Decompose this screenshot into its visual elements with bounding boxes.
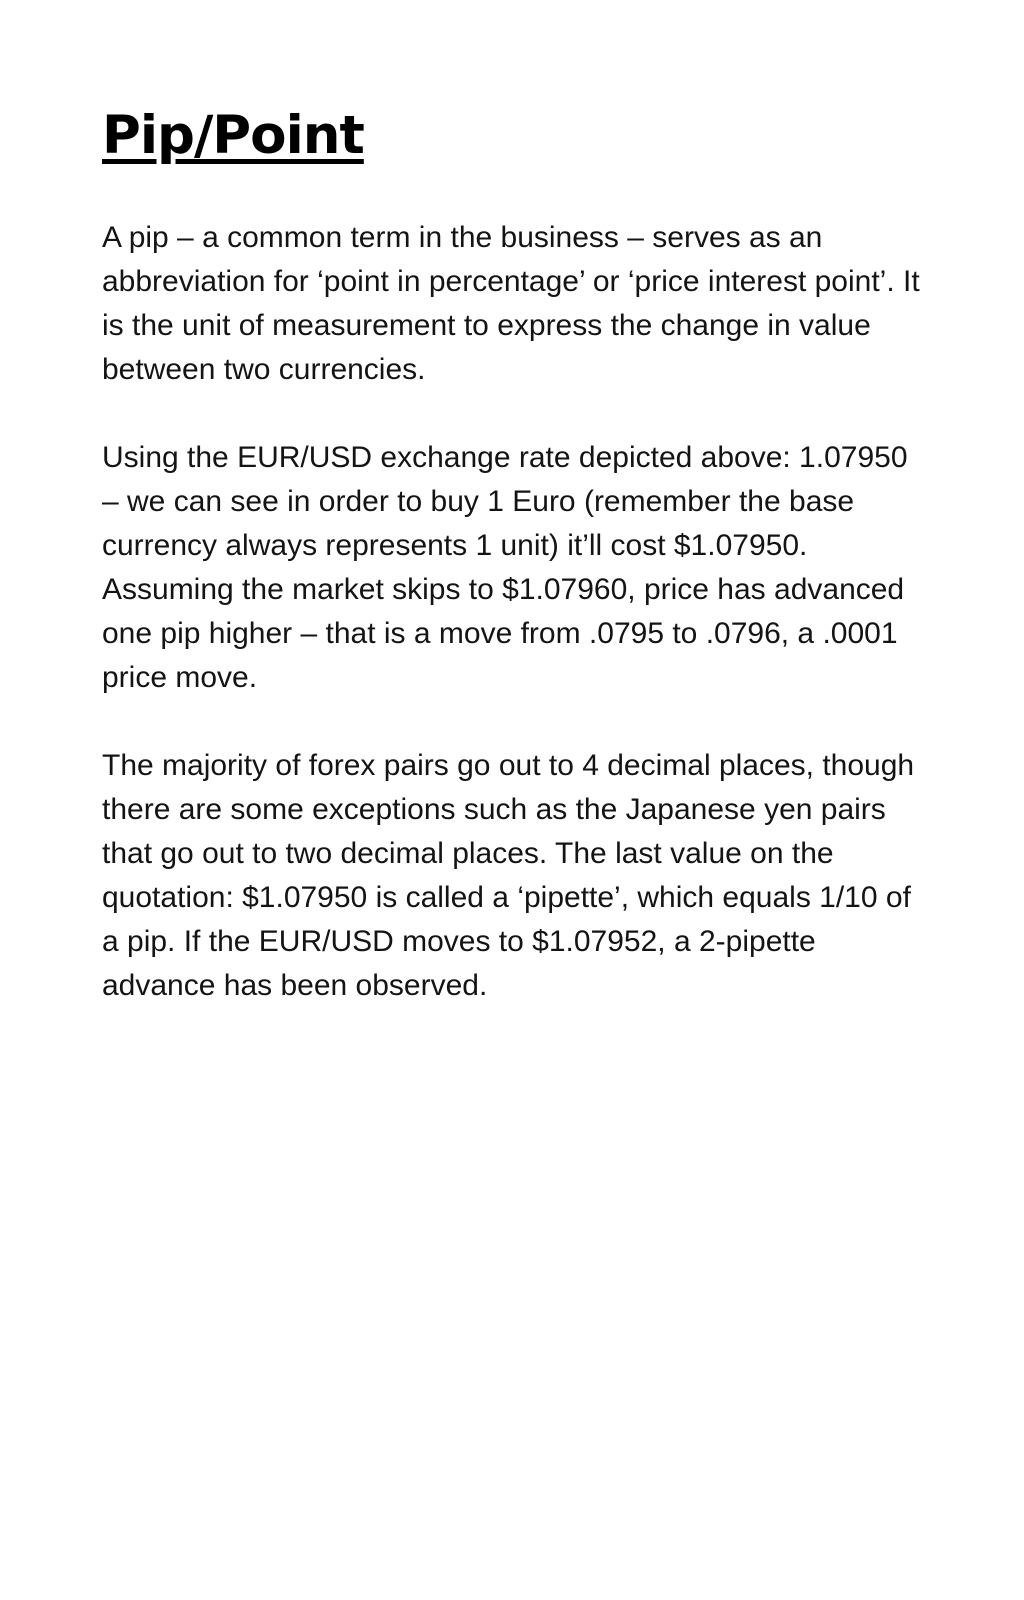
paragraph-pip-definition: A pip – a common term in the business – serves as an abbreviation for ‘point in percentage’ or ‘price interest point’. It is the unit of measurement to express the change in value between two currencies. <box>102 221 920 386</box>
document-page <box>102 104 932 1052</box>
page-title: Pip/Point <box>102 105 364 166</box>
paragraph-decimal-places: The majority of forex pairs go out to 4 decimal places, though there are some exceptions such as the Japanese yen pairs that go out to two decimal places. The last value on the quotation: $1.07950 is called a ‘pipette’, which equals 1/10 of a pip. If the EUR/USD moves to $1.07952, a 2-pipette advance has been observed. <box>102 749 915 1002</box>
paragraph-eurusd-example: Using the EUR/USD exchange rate depicted above: 1.07950 – we can see in order to buy 1 Euro (remember the base currency always represents 1 unit) it’ll cost $1.07950. Assuming the market skips to $1.07960, price has advanced one pip higher – that is a move from .0795 to .0796, a .0001 price move. <box>102 441 908 694</box>
document-body <box>102 216 932 1008</box>
